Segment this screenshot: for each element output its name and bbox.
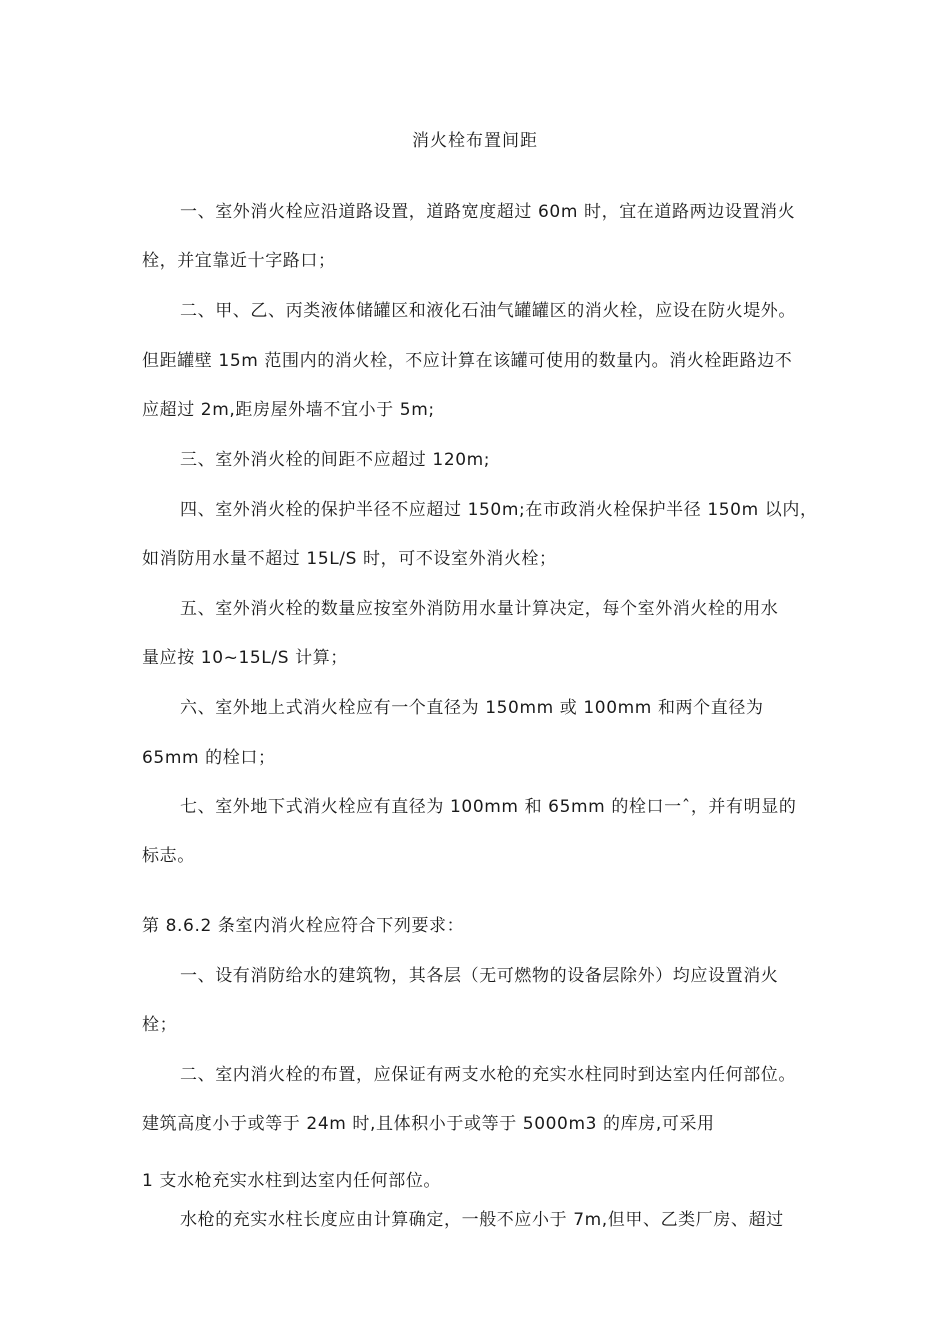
text-line: 1 支水枪充实水柱到达室内任何部位。 xyxy=(142,1171,442,1191)
text-line: 二、室内消火栓的布置，应保证有两支水枪的充实水柱同时到达室内任何部位。 xyxy=(180,1065,796,1085)
text-line: 如消防用水量不超过 15L/S 时，可不设室外消火栓； xyxy=(142,549,557,569)
text-line: 七、室外地下式消火栓应有直径为 100mm 和 65mm 的栓口一ˆ，并有明显的 xyxy=(180,797,797,817)
text-line: 量应按 10~15L/S 计算； xyxy=(142,648,348,668)
text-line: 二、甲、乙、丙类液体储罐区和液化石油气罐罐区的消火栓，应设在防火堤外。 xyxy=(180,301,796,321)
text-line: 标志。 xyxy=(142,846,195,866)
text-line: 应超过 2m,距房屋外墙不宜小于 5m; xyxy=(142,400,435,420)
text-line: 五、室外消火栓的数量应按室外消防用水量计算决定，每个室外消火栓的用水 xyxy=(180,599,779,619)
text-line: 栓，并宜靠近十字路口； xyxy=(142,251,336,271)
text-line: 三、室外消火栓的间距不应超过 120m; xyxy=(180,450,491,470)
text-line: 栓； xyxy=(142,1015,178,1035)
text-line: 一、室外消火栓应沿道路设置，道路宽度超过 60m 时，宜在道路两边设置消火 xyxy=(180,202,796,222)
section-heading: 第 8.6.2 条室内消火栓应符合下列要求： xyxy=(142,916,465,936)
text-line: 但距罐壁 15m 范围内的消火栓，不应计算在该罐可使用的数量内。消火栓距路边不 xyxy=(142,351,793,371)
text-line: 一、设有消防给水的建筑物，其各层（无可燃物的设备层除外）均应设置消火 xyxy=(180,966,779,986)
text-line: 65mm 的栓口； xyxy=(142,748,276,768)
text-line: 建筑高度小于或等于 24m 时,且体积小于或等于 5000m3 的库房,可采用 xyxy=(142,1114,715,1134)
text-line: 四、室外消火栓的保护半径不应超过 150m;在市政消火栓保护半径 150m 以内， xyxy=(180,500,818,520)
text-line: 水枪的充实水柱长度应由计算确定，一般不应小于 7m,但甲、乙类厂房、超过 xyxy=(180,1210,784,1230)
text-line: 六、室外地上式消火栓应有一个直径为 150mm 或 100mm 和两个直径为 xyxy=(180,698,764,718)
document-title: 消火栓布置间距 xyxy=(412,131,538,151)
